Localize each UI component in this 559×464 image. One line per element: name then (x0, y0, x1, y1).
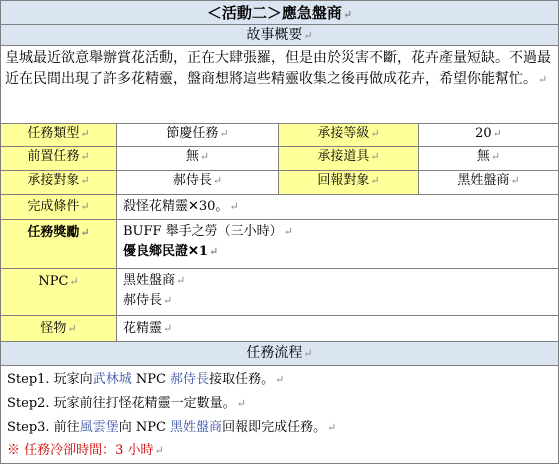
location-link[interactable]: 武林城 (92, 372, 132, 387)
location-link[interactable]: 風雲堡 (79, 420, 119, 435)
npc-link[interactable]: 郝侍長 (170, 372, 210, 387)
step-2: Step2. 玩家前往打怪花精靈一定數量。↵ (7, 396, 246, 411)
info-row-target (1, 171, 558, 195)
level-value: 20↵ (475, 126, 502, 141)
paragraph-mark-icon: ↵ (303, 29, 313, 42)
story-header-row (1, 25, 558, 46)
story-text: 皇城最近欲意舉辦賞花活動，正在大肆張羅，但是由於災害不斷，花卉產量短缺。不過最近在民間出現了許多花精靈，盤商想將這些精靈收集之後再做成花卉，希望你能幫忙。↵ (5, 50, 551, 87)
monster-value: 花精靈↵ (123, 321, 173, 336)
npc-label: NPC↵ (1, 269, 117, 315)
info-row-npc (1, 269, 558, 316)
level-label: 承接等級↵ (279, 124, 419, 146)
prereq-value: 無↵ (117, 147, 279, 170)
reward-buff: BUFF 舉手之勞（三小時）↵ (123, 224, 293, 239)
npc-list (117, 269, 558, 315)
complete-label: 完成條件↵ (1, 195, 117, 219)
report-label: 回報對象↵ (279, 171, 419, 194)
story-text-row (1, 46, 558, 124)
cooldown-note: ※ 任務冷卻時間：3 小時↵ (7, 443, 164, 458)
flow-header-row (1, 342, 558, 366)
report-value: 黑姓盤商↵ (457, 173, 520, 188)
info-row-prereq (1, 147, 558, 171)
prereq-label: 前置任務↵ (1, 147, 117, 170)
info-row-monster (1, 316, 558, 342)
paragraph-mark-icon: ↵ (303, 347, 313, 360)
page-title: ＜活動二＞應急盤商↵ (1, 1, 558, 24)
flow-steps (1, 366, 558, 463)
step-3: Step3. 前往風雲堡向 NPC 黑姓盤商回報即完成任務。↵ (7, 420, 337, 435)
title-row (1, 1, 558, 25)
reward-value (117, 220, 558, 268)
npc-name: 黑姓盤商↵ (123, 273, 186, 288)
info-row-type (1, 124, 558, 147)
reward-label: 任務獎勵↵ (1, 220, 117, 268)
monster-label: 怪物↵ (1, 316, 117, 341)
target-label: 承接對象↵ (1, 171, 117, 194)
flow-section-heading: 任務流程↵ (1, 342, 558, 365)
npc-name: 郝侍長↵ (123, 293, 173, 308)
task-type-value: 節慶任務↵ (117, 124, 279, 146)
reward-item: 優良鄉民證✕1↵ (123, 244, 219, 259)
step-1: Step1. 玩家向武林城 NPC 郝侍長接取任務。↵ (7, 372, 285, 387)
paragraph-mark-icon: ↵ (538, 73, 548, 86)
item-value: 無↵ (476, 149, 501, 164)
target-value: 郝侍長↵ (117, 171, 279, 194)
task-type-label: 任務類型↵ (1, 124, 117, 146)
info-row-reward (1, 220, 558, 269)
paragraph-mark-icon: ↵ (342, 8, 353, 21)
story-section-heading: 故事概要↵ (1, 25, 558, 45)
npc-link[interactable]: 黑姓盤商 (170, 420, 223, 435)
item-label: 承接道具↵ (279, 147, 419, 170)
complete-value: 殺怪花精靈✕30。↵ (123, 199, 239, 214)
info-row-complete (1, 195, 558, 220)
